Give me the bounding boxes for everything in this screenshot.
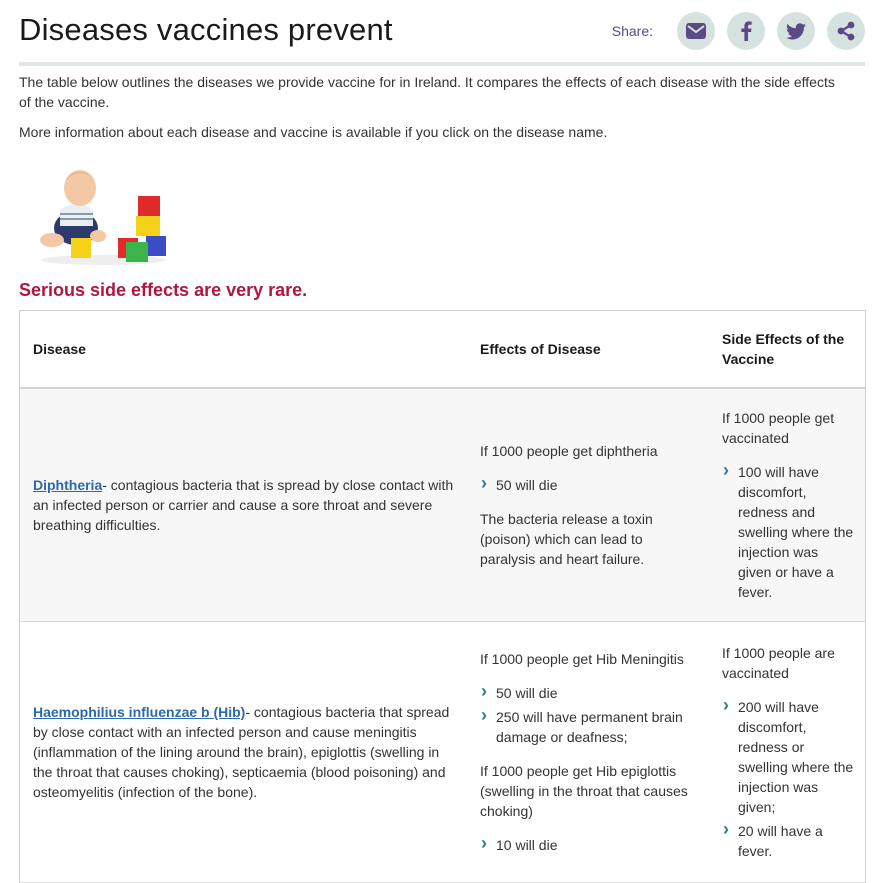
intro-paragraph: More information about each disease and vaccine is available if you click on the disease name. (19, 124, 608, 140)
hib-link[interactable]: Haemophilius influenzae b (Hib) (33, 704, 246, 720)
side-effects-intro: If 1000 people get vaccinated (722, 410, 835, 446)
disease-description: - contagious bacteria that spread by close contact with an infected person and cause meningitis (inflammation of the lining around the brain), epiglottis (swelling in the throat that causes choking), septicaemia (blood poisoning) and osteomyelitis (infection of the bone). (33, 704, 450, 800)
effects-list (480, 683, 699, 747)
column-header-side-effects: Side Effects of the Vaccine (722, 331, 845, 367)
table-header-row (20, 311, 865, 389)
side-effects-list (722, 697, 855, 861)
vaccine-table (19, 310, 866, 883)
diphtheria-link[interactable]: Diphtheria (33, 477, 103, 493)
disease-cell (20, 622, 467, 882)
table-row (20, 622, 865, 883)
effects-cell (467, 622, 712, 882)
share-email-button[interactable] (677, 12, 715, 50)
share-facebook-button[interactable] (727, 12, 765, 50)
side-effects-list (722, 462, 855, 602)
list-item: › 100 will have discomfort, redness and swelling where the injection was given or have a fever. (722, 462, 855, 602)
list-item: › 20 will have a fever. (722, 821, 855, 861)
effects-intro: If 1000 people get Hib epiglottis (swelling in the throat that causes choking) (480, 763, 688, 819)
share-label: Share: (611, 23, 653, 39)
list-item: › 250 will have permanent brain damage or deafness; (480, 707, 699, 747)
share-generic-button[interactable] (827, 12, 865, 50)
side-effects-intro: If 1000 people are vaccinated (722, 645, 835, 681)
intro-text (19, 72, 839, 152)
intro-paragraph: The table below outlines the diseases we provide vaccine for in Ireland. It compares the effects of each disease with the side effects of the vaccine. (19, 74, 835, 110)
list-item: › 200 will have discomfort, redness or swelling where the injection was given; (722, 697, 855, 817)
effects-note: The bacteria release a toxin (poison) which can lead to paralysis and heart failure. (480, 511, 653, 567)
column-header-disease: Disease (33, 341, 86, 357)
facebook-icon (740, 21, 752, 41)
share-twitter-button[interactable] (777, 12, 815, 50)
column-header-effects: Effects of Disease (480, 341, 601, 357)
baby-with-blocks-image (38, 158, 173, 266)
disease-description: - contagious bacteria that is spread by close contact with an infected person or carrier and cause a sore throat and severe breathing difficulties. (33, 477, 454, 533)
list-item: › 10 will die (480, 835, 699, 855)
list-item: › 50 will die (480, 683, 699, 703)
share-bar (612, 12, 865, 50)
twitter-icon (786, 23, 806, 40)
email-icon (686, 23, 706, 39)
side-effects-cell (712, 622, 863, 882)
share-icon (836, 21, 856, 41)
page-title: Diseases vaccines prevent (19, 12, 393, 47)
effects-list (480, 835, 699, 855)
warning-heading: Serious side effects are very rare. (19, 280, 308, 300)
effects-list (480, 475, 699, 495)
effects-cell (467, 389, 712, 621)
disease-cell (20, 389, 467, 621)
effects-intro: If 1000 people get diphtheria (480, 443, 658, 459)
list-item: › 50 will die (480, 475, 699, 495)
effects-intro: If 1000 people get Hib Meningitis (480, 651, 684, 667)
page-header (19, 8, 865, 66)
side-effects-cell (712, 389, 863, 621)
table-row (20, 389, 865, 622)
